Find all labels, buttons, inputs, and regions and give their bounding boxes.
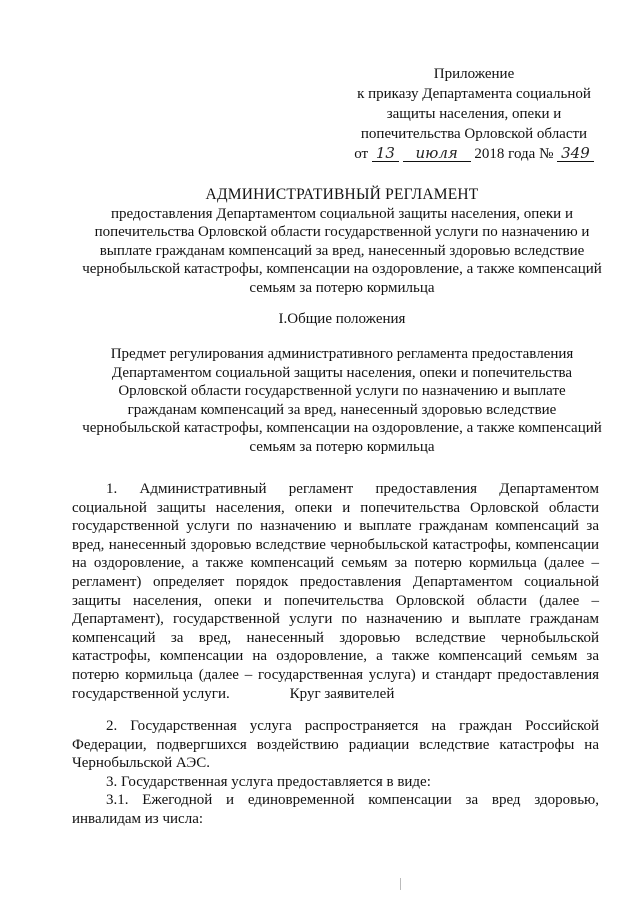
regulation-title-block: [82, 186, 602, 297]
paragraph-1: [72, 480, 599, 703]
paragraph-3: 3. Государственная услуга предоставляется в виде:: [106, 773, 431, 790]
appendix-block: [340, 64, 608, 164]
document-title: АДМИНИСТРАТИВНЫЙ РЕГЛАМЕНТ: [205, 186, 479, 203]
section-heading: I.Общие положения: [278, 311, 406, 327]
order-date-line: [340, 144, 608, 164]
year-label: 2018 года: [474, 146, 536, 162]
paragraph-text: 1. Административный регламент предоставления Департаментом социальной защиты населения, опеки и попечительства Орловской области государственной услуги по назначению и выплате гражданам компенсаций за вред, нанесенный здоровью вследствие чернобыльской катастрофы, компенсации на оздоровление, а также компенсаций семьям за потерю кормильца (далее – регламент) определяет порядок предоставления Департаментом социальной защиты населения, опеки и попечительства Орловской области (далее – Департамент), государственной услуги по назначению и выплате гражданам компенсаций за вред, нанесенный здоровью вследствие чернобыльской катастрофы, компенсации на оздоровление, а также компенсаций семьям за потерю кормильца (далее – государственная услуга) и стандарт предоставления государственной услуги.: [72, 481, 599, 702]
number-sign: №: [539, 146, 554, 162]
document-subtitle: предоставления Департаментом социальной защиты населения, опеки и попечительства Орловской области государственной услуги по назначению и выплате гражданам компенсаций за вред, нанесенный здоровью вследствие чернобыльской катастрофы, компенсации на оздоровление, а также компенсаций семьям за потерю кормильца: [82, 205, 602, 296]
from-label: от: [354, 146, 369, 162]
handwritten-month: июля: [403, 145, 471, 162]
appendix-line: к приказу Департамента социальной: [357, 86, 591, 102]
applicants-body: [72, 717, 599, 829]
appendix-line: Приложение: [433, 66, 515, 82]
handwritten-number: 349: [557, 145, 594, 162]
subject-heading: Предмет регулирования административного регламента предоставления Департаментом социальной защиты населения, опеки и попечительства Орловской области государственной услуги по назначению и выплате гражданам компенсаций за вред, нанесенный здоровью вследствие чернобыльской катастрофы, компенсации на оздоровление, а также компенсаций семьям за потерю кормильца: [82, 346, 602, 455]
paragraph-2: 2. Государственная услуга распространяется на граждан Российской Федерации, подвергшихся воздействию радиации вследствие катастрофы на Чернобыльской АЭС.: [72, 718, 599, 772]
handwritten-day: 13: [372, 145, 399, 162]
applicants-heading: Круг заявителей: [289, 686, 395, 702]
appendix-line: попечительства Орловской области: [360, 126, 588, 142]
appendix-line: защиты населения, опеки и: [386, 106, 562, 122]
scan-mark: [400, 878, 401, 890]
paragraph-3-1: 3.1. Ежегодной и единовременной компенсации за вред здоровью, инвалидам из числа:: [72, 792, 599, 827]
